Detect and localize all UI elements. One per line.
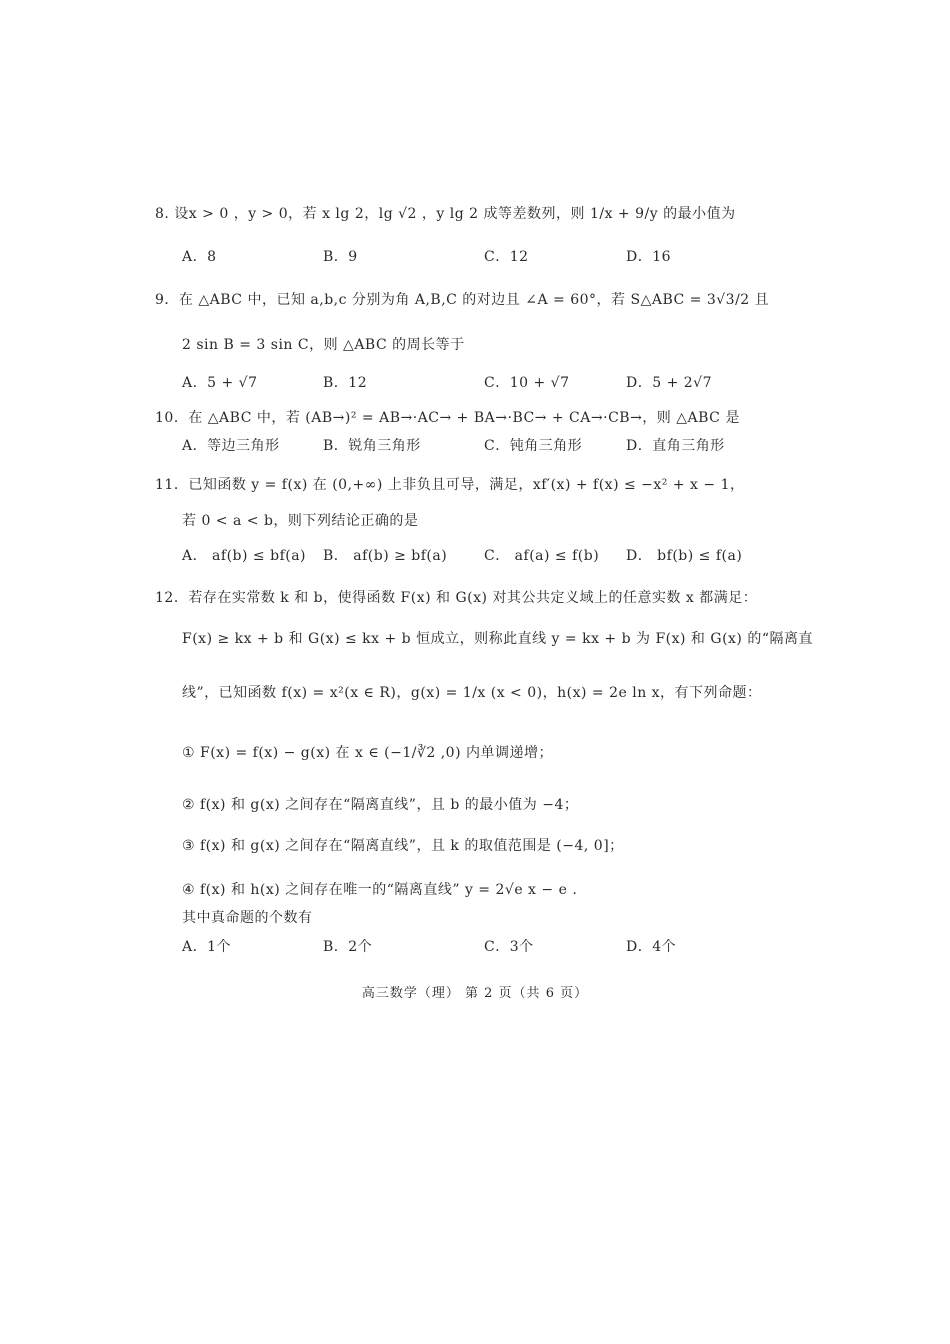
question-12-text-2: F(x) ≥ kx + b 和 G(x) ≤ kx + b 恒成立，则称此直线 y = kx + b 为 F(x) 和 G(x) 的“隔离直 xyxy=(182,631,813,647)
q9-option-c: C．10 + √7 xyxy=(484,375,570,391)
q8-option-a: A．8 xyxy=(182,249,217,265)
q12-option-d: D．4个 xyxy=(626,939,677,955)
q10-option-b: B．锐角三角形 xyxy=(323,438,421,454)
question-12-statement-3: ③ f(x) 和 g(x) 之间存在“隔离直线”，且 k 的取值范围是 (−4, 0]； xyxy=(182,838,624,854)
q12-option-a: A．1个 xyxy=(182,939,232,955)
q8-option-b: B．9 xyxy=(323,249,358,265)
question-12-statement-1: ① F(x) = f(x) − g(x) 在 x ∈ (−1/∛2 ,0) 内单调递增； xyxy=(182,745,554,761)
question-10-text: 10．在 △ABC 中，若 (AB→)² = AB→·AC→ + BA→·BC→ + CA→·CB→，则 △ABC 是 xyxy=(155,410,740,426)
question-11-text-2: 若 0 < a < b，则下列结论正确的是 xyxy=(182,513,419,529)
q9-option-d: D．5 + 2√7 xyxy=(626,375,712,391)
q10-option-a: A．等边三角形 xyxy=(182,438,280,454)
q9-option-a: A．5 + √7 xyxy=(182,375,258,391)
question-9-text: 9．在 △ABC 中，已知 a,b,c 分别为角 A,B,C 的对边且 ∠A = 60°，若 S△ABC = 3√3/2 且 xyxy=(155,292,770,308)
q11-option-c: C． af(a) ≤ f(b) xyxy=(484,548,600,564)
q11-option-b: B． af(b) ≥ bf(a) xyxy=(323,548,448,564)
question-12-text: 12．若存在实常数 k 和 b，使得函数 F(x) 和 G(x) 对其公共定义域上的任意实数 x 都满足： xyxy=(155,590,758,606)
q12-option-c: C．3个 xyxy=(484,939,534,955)
question-8-text: 8. 设x > 0 ，y > 0，若 x lg 2，lg √2 ，y lg 2 成等差数列，则 1/x + 9/y 的最小值为 xyxy=(155,206,736,222)
q8-option-c: C．12 xyxy=(484,249,529,265)
question-12-prompt: 其中真命题的个数有 xyxy=(182,910,313,926)
page-footer: 高三数学（理） 第 2 页（共 6 页） xyxy=(361,986,589,1001)
q9-option-b: B．12 xyxy=(323,375,368,391)
q10-option-c: C．钝角三角形 xyxy=(484,438,583,454)
question-12-statement-4: ④ f(x) 和 h(x) 之间存在唯一的“隔离直线” y = 2√e x − e . xyxy=(182,882,578,898)
question-11-text: 11．已知函数 y = f(x) 在 (0,+∞) 上非负且可导，满足，xf′(x) + f(x) ≤ −x² + x − 1， xyxy=(155,477,745,493)
q8-option-d: D．16 xyxy=(626,249,672,265)
q12-option-b: B．2个 xyxy=(323,939,373,955)
q11-option-a: A． af(b) ≤ bf(a) xyxy=(182,548,307,564)
question-12-text-3: 线”，已知函数 f(x) = x²(x ∈ R)，g(x) = 1/x (x < 0)，h(x) = 2e ln x，有下列命题： xyxy=(182,685,762,701)
question-9-text-2: 2 sin B = 3 sin C，则 △ABC 的周长等于 xyxy=(182,337,465,353)
question-12-statement-2: ② f(x) 和 g(x) 之间存在“隔离直线”，且 b 的最小值为 −4； xyxy=(182,797,579,813)
q10-option-d: D．直角三角形 xyxy=(626,438,725,454)
q11-option-d: D． bf(b) ≤ f(a) xyxy=(626,548,743,564)
